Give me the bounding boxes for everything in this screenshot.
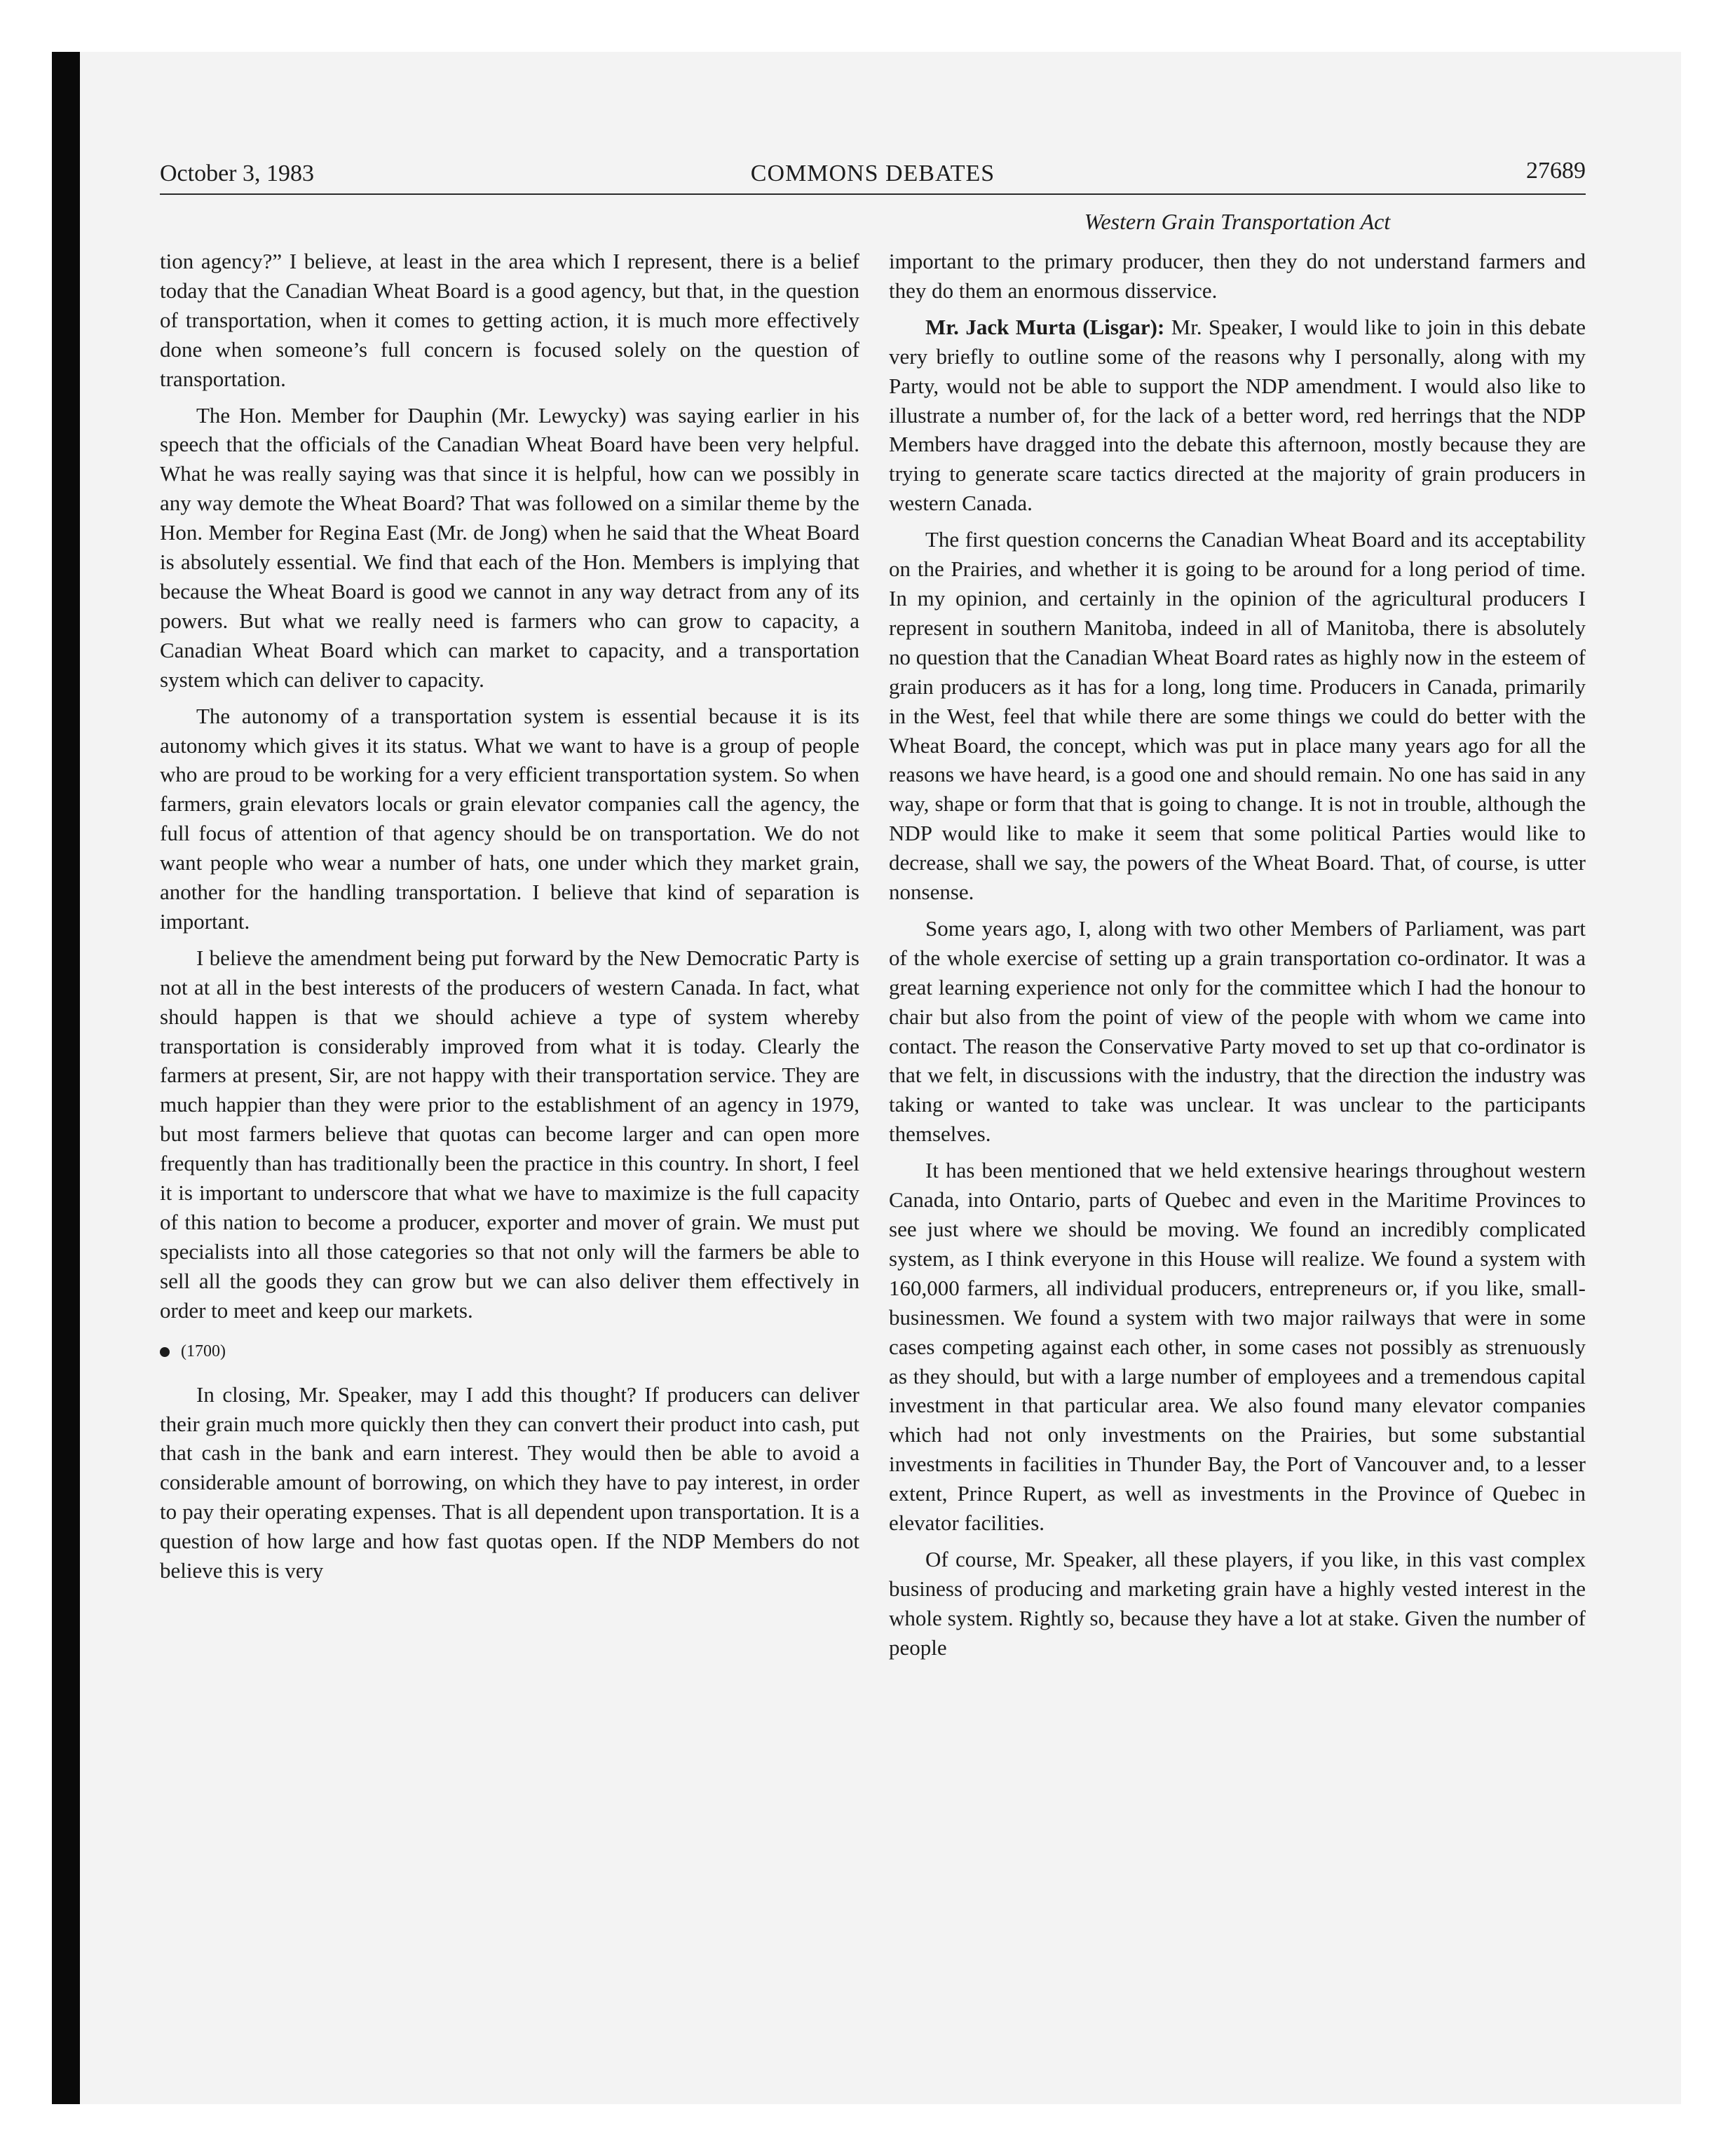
paragraph: In closing, Mr. Speaker, may I add this thought? If producers can deliver their grain much more quickly then they can convert their product into cash, put that cash in the bank and earn interest. They would then be able to avoid a considerable amount of borrowing, on which they have to pay interest, in order to pay their operating expenses. That is all dependent upon transportation. It is a question of how large and how fast quotas open. If the NDP Members do not believe this is very — [160, 1381, 859, 1583]
paragraph: It has been mentioned that we held extensive hearings throughout western Canada, into Ontario, parts of Quebec and even in the Maritime Provinces to see just where we should be moving. We found an incredibly complicated system, as I think everyone in this House will realize. We found a system with 160,000 farmers, all individual producers, entrepreneurs or, if you like, small-businessmen. We found a system with two major railways that were in some cases competing against each other, in some cases not possibly as strenuously as they should, but with a large number of employees and a tremendous capital investment in that particular area. We also found many elevator companies which had not only investments on the Prairies, but some substantial investments in facilities in Thunder Bay, the Port of Vancouver and, to a lesser extent, Prince Rupert, as well as investments in the Province of Quebec in elevator facilities. — [889, 1158, 1586, 1536]
time-marker — [160, 1341, 859, 1362]
paragraph: I believe the amendment being put forward by the New Democratic Party is not at all in the best interests of the producers of western Canada. In fact, what should happen is that we should achieve a type of system whereby transportation is considerably improved from what it is today. Clearly the farmers at present, Sir, are not happy with their transportation service. They are much happier than they were prior to the establishment of an agency in 1979, but most farmers believe that quotas can become larger and can open more frequently than has traditionally been the practice in this country. In short, I feel it is important to underscore that what we have to maximize is the full capacity of this nation to become a producer, exporter and mover of grain. We must put specialists into all those categories so that not only will the farmers be able to sell all the goods they can grow but we can also deliver them effectively in order to meet and keep our markets. — [160, 945, 859, 1323]
paragraph: Of course, Mr. Speaker, all these players, if you like, in this vast complex business of producing and marketing grain have a highly vested interest in the whole system. Rightly so, because they have a lot at stake. Given the number of people — [889, 1546, 1586, 1660]
paragraph: The first question concerns the Canadian Wheat Board and its acceptability on the Prairies, and whether it is going to be around for a long period of time. In my opinion, and certainly in the opinion of the agricultural producers I represent in southern Manitoba, indeed in all of Manitoba, there is absolutely no question that the Canadian Wheat Board rates as highly now in the esteem of grain producers as it has for a long, long time. Producers in Canada, primarily in the West, feel that while there are some things we could do better with the Wheat Board, the concept, which was put in place many years ago for all the reasons we have heard, is a good one and should remain. No one has said in any way, shape or form that that is going to change. It is not in trouble, although the NDP would like to make it seem that some political Parties would like to decrease, shall we say, the powers of the Wheat Board. That, of course, is utter nonsense. — [889, 527, 1586, 905]
header-date: October 3, 1983 — [160, 161, 315, 186]
left-column — [160, 247, 859, 1585]
paragraph: The autonomy of a transportation system is essential because it is its autonomy which gives it its status. What we want to have is a group of people who are proud to be working for a very efficient transportation system. So when farmers, grain elevators locals or grain elevator companies call the agency, the full focus of attention of that agency should be on transportation. We do not want people who wear a number of hats, one under which they market grain, another for the handling transportation. I believe that kind of separation is important. — [160, 703, 859, 934]
header-publication: COMMONS DEBATES — [750, 161, 995, 186]
paragraph: Some years ago, I, along with two other Members of Parliament, was part of the whole exercise of setting up a grain transportation co-ordinator. It was a great learning experience not only for the committee which I had the honour to chair but also from the point of view of the people with whom we came into contact. The reason the Conservative Party moved to set up that co-ordinator is that we felt, in discussions with the industry, that the direction the industry was taking or wanted to take was unclear. It was unclear to the participants themselves. — [889, 915, 1586, 1147]
header-rule — [160, 193, 1586, 195]
speaker-text: Mr. Speaker, I would like to join in this debate very briefly to outline some of the reasons why I personally, along with my Party, would not be able to support the NDP amendment. I would also like to illustrate a number of, for the lack of a better word, red herrings that the NDP Members have dragged into the debate this afternoon, mostly because they are trying to generate scare tactics directed at the majority of grain producers in western Canada. — [889, 314, 1586, 516]
speaker-paragraph — [889, 313, 1586, 518]
header-page-number: 27689 — [1526, 158, 1586, 184]
time-marker-label: (1700) — [181, 1342, 226, 1360]
paragraph: tion agency?” I believe, at least in the area which I represent, there is a belief today that the Canadian Wheat Board is a good agency, but that, in the question of transportation, when it comes to getting action, it is much more effectively done when someone’s full concern is focused solely on the question of transportation. — [160, 249, 859, 391]
bullet-icon — [160, 1347, 170, 1357]
speaker-name: Mr. Jack Murta (Lisgar): — [925, 314, 1165, 339]
running-header — [160, 156, 1586, 195]
scan-edge-bar — [52, 52, 80, 2104]
paragraph: The Hon. Member for Dauphin (Mr. Lewycky) was saying earlier in his speech that the officials of the Canadian Wheat Board have been very helpful. What he was really saying was that since it is helpful, how can we possibly in any way demote the Wheat Board? That was followed on a similar theme by the Hon. Member for Regina East (Mr. de Jong) when he said that the Wheat Board is absolutely essential. We find that each of the Hon. Members is implying that because the Wheat Board is good we cannot in any way detract from any of its powers. But what we really need is farmers who can grow to capacity, a Canadian Wheat Board which can market to capacity, and a transportation system which can deliver to capacity. — [160, 402, 859, 692]
paragraph: important to the primary producer, then they do not understand farmers and they do them an enormous disservice. — [889, 249, 1586, 303]
section-subhead: Western Grain Transportation Act — [1084, 209, 1391, 234]
right-column — [889, 247, 1586, 1663]
